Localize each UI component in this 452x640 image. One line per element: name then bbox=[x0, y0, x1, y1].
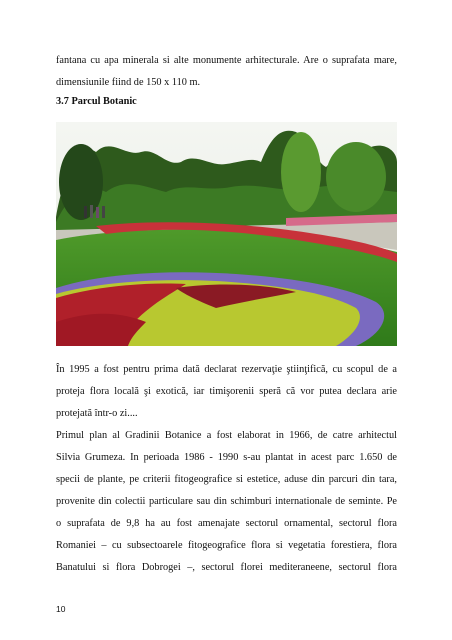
park-photo-icon bbox=[56, 122, 397, 346]
text-line: proteja flora locală şi exotică, iar timişorenii speră că vor putea declara arie bbox=[56, 386, 397, 397]
text-line: dimensiunile fiind de 150 x 110 m. bbox=[56, 77, 201, 88]
park-photo bbox=[56, 122, 397, 346]
text-line: Romaniei – cu subsectoarele fitogeografice flora si vegetatia forestiera, flora bbox=[56, 540, 397, 551]
section-heading: 3.7 Parcul Botanic bbox=[56, 96, 137, 107]
text-line: provenite din colectii particulare sau din schimburi internationale de seminte. Pe bbox=[56, 496, 397, 507]
text-line: o suprafata de 9,8 ha au fost amenajate sectorul ornamental, sectorul flora bbox=[56, 518, 397, 529]
text-line: Silvia Grumeza. In perioada 1986 - 1990 s-au plantat in acest parc 1.650 de bbox=[56, 452, 397, 463]
text-line: fantana cu apa minerala si alte monumente arhitecturale. Are o suprafata mare, bbox=[56, 55, 397, 66]
paragraph-history bbox=[56, 425, 397, 579]
text-line: protejată într-o zi.... bbox=[56, 408, 138, 419]
intro-paragraph bbox=[56, 50, 397, 94]
text-line: specii de plante, pe criterii fitogeografice si estetice, aduse din parcuri din tara, bbox=[56, 474, 397, 485]
page-number: 10 bbox=[56, 604, 66, 614]
text-line: Banatului si flora Dobrogei –, sectorul florei mediteraneene, sectorul flora bbox=[56, 562, 397, 573]
paragraph-reservation bbox=[56, 359, 397, 425]
text-line: În 1995 a fost pentru prima dată declarat rezervaţie ştiinţifică, cu scopul de a bbox=[56, 364, 397, 375]
text-line: Primul plan al Gradinii Botanice a fost elaborat in 1966, de catre arhitectul bbox=[56, 430, 397, 441]
